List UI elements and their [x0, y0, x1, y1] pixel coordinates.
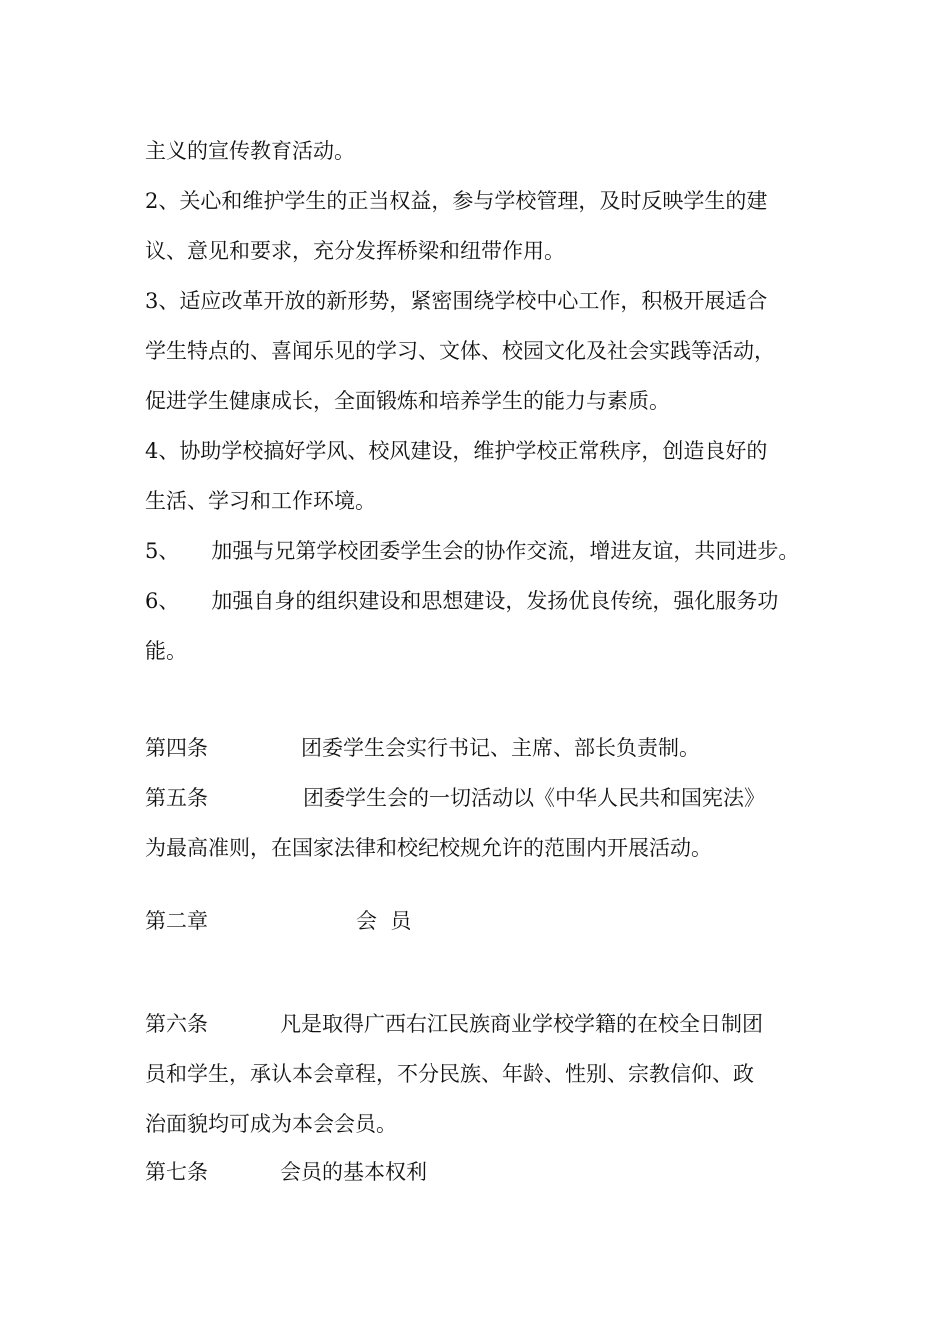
paragraph-line: 主义的宣传教育活动。 [145, 139, 355, 163]
article-label: 第六条 [145, 1012, 208, 1036]
chapter-title: 会 员 [356, 909, 412, 933]
article-text: 团委学生会的一切活动以《中华人民共和国宪法》 [303, 786, 765, 810]
article-7 [145, 1158, 427, 1186]
article-4 [145, 734, 700, 762]
paragraph-line: 生活、学习和工作环境。 [145, 489, 376, 513]
article-5 [145, 784, 765, 812]
list-item-5 [145, 537, 799, 565]
article-label: 第五条 [145, 786, 208, 810]
list-number: 5、 [145, 539, 180, 563]
paragraph-line: 能。 [145, 639, 187, 663]
list-item-6 [145, 587, 778, 615]
list-text: 加强自身的组织建设和思想建设，发扬优良传统，强化服务功 [211, 589, 779, 613]
list-item-2: 2、关心和维护学生的正当权益，参与学校管理，及时反映学生的建 [145, 189, 768, 213]
article-text: 凡是取得广西右江民族商业学校学籍的在校全日制团 [280, 1012, 763, 1036]
list-item-3: 3、适应改革开放的新形势，紧密围绕学校中心工作，积极开展适合 [145, 289, 768, 313]
paragraph-line: 员和学生，承认本会章程，不分民族、年龄、性别、宗教信仰、政 [145, 1062, 754, 1086]
article-label: 第七条 [145, 1160, 208, 1184]
article-text: 会员的基本权利 [280, 1160, 427, 1184]
list-text: 加强与兄第学校团委学生会的协作交流，增进友谊，共同进步。 [211, 539, 800, 563]
chapter-label: 第二章 [145, 909, 208, 933]
paragraph-line: 为最高准则，在国家法律和校纪校规允许的范围内开展活动。 [145, 836, 712, 860]
chapter-heading [145, 907, 411, 935]
list-item-4: 4、协助学校搞好学风、校风建设，维护学校正常秩序，创造良好的 [145, 439, 768, 463]
paragraph-line: 学生特点的、喜闻乐见的学习、文体、校园文化及社会实践等活动， [145, 339, 775, 363]
article-label: 第四条 [145, 736, 208, 760]
paragraph-line: 促进学生健康成长，全面锻炼和培养学生的能力与素质。 [145, 389, 670, 413]
paragraph-line: 治面貌均可成为本会会员。 [145, 1112, 397, 1136]
list-number: 6、 [145, 589, 180, 613]
article-6 [145, 1010, 763, 1038]
article-text: 团委学生会实行书记、主席、部长负责制。 [301, 736, 700, 760]
paragraph-line: 议、意见和要求，充分发挥桥梁和纽带作用。 [145, 239, 565, 263]
